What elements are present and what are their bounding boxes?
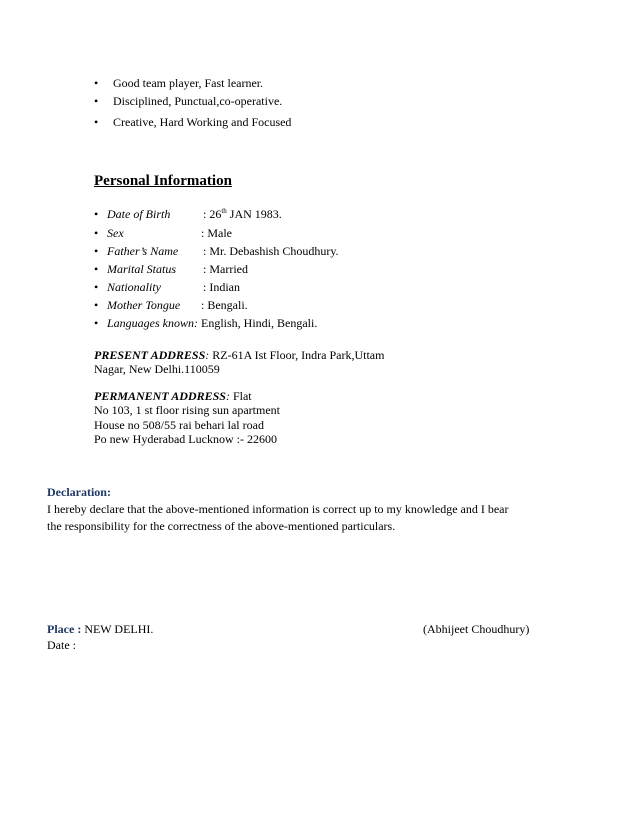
nationality-value: : Indian (203, 280, 240, 294)
bullet-icon: • (94, 76, 99, 90)
father-name-value: : Mr. Debashish Choudhury. (203, 244, 339, 258)
sex-value: : Male (201, 226, 232, 240)
dob-label: Date of Birth (107, 207, 171, 221)
place-label: Place : (47, 622, 82, 636)
bullet-icon: • (94, 316, 99, 330)
personal-info-heading: Personal Information (94, 173, 232, 189)
marital-status-value: : Married (203, 262, 248, 276)
father-name-label: Father’s Name (107, 244, 179, 258)
present-address-label: PRESENT ADDRESS (94, 348, 206, 362)
permanent-address-label: PERMANENT ADDRESS (94, 389, 226, 403)
permanent-address-line1: Flat (229, 389, 252, 403)
skill-item: Good team player, Fast learner. (113, 76, 264, 90)
permanent-address-line2: No 103, 1 st floor rising sun apartment (94, 403, 280, 417)
bullet-icon: • (94, 280, 99, 294)
present-address-line1: RZ-61A Ist Floor, Indra Park,Uttam (209, 348, 385, 362)
nationality-label: Nationality (107, 280, 161, 294)
bullet-icon: • (94, 115, 99, 129)
mother-tongue-value: : Bengali. (201, 298, 248, 312)
signature-name: (Abhijeet Choudhury) (423, 622, 530, 636)
marital-status-label: Marital Status (107, 262, 177, 276)
skill-item: Disciplined, Punctual,co-operative. (113, 94, 283, 108)
date-label: Date : (47, 638, 76, 652)
present-address-line2: Nagar, New Delhi.110059 (94, 362, 220, 376)
skill-item: Creative, Hard Working and Focused (113, 115, 292, 129)
sex-label: Sex (107, 226, 124, 240)
permanent-address-line4: Po new Hyderabad Lucknow :- 22600 (94, 432, 277, 446)
mother-tongue-label: Mother Tongue (107, 298, 181, 312)
languages-row: Languages known: English, Hindi, Bengali. (107, 316, 318, 330)
declaration-title: Declaration: (47, 485, 111, 499)
dob-value: : 26th JAN 1983. (203, 207, 282, 221)
declaration-line2: the responsibility for the correctness of the above-mentioned particulars. (47, 519, 396, 533)
bullet-icon: • (94, 262, 99, 276)
permanent-address-line3: House no 508/55 rai behari lal road (94, 418, 264, 432)
bullet-icon: • (94, 244, 99, 258)
place-value: NEW DELHI. (81, 622, 154, 636)
bullet-icon: • (94, 207, 99, 221)
bullet-icon: • (94, 226, 99, 240)
bullet-icon: • (94, 94, 99, 108)
bullet-icon: • (94, 298, 99, 312)
declaration-line1: I hereby declare that the above-mentioned information is correct up to my knowledge and I bear (47, 502, 509, 516)
